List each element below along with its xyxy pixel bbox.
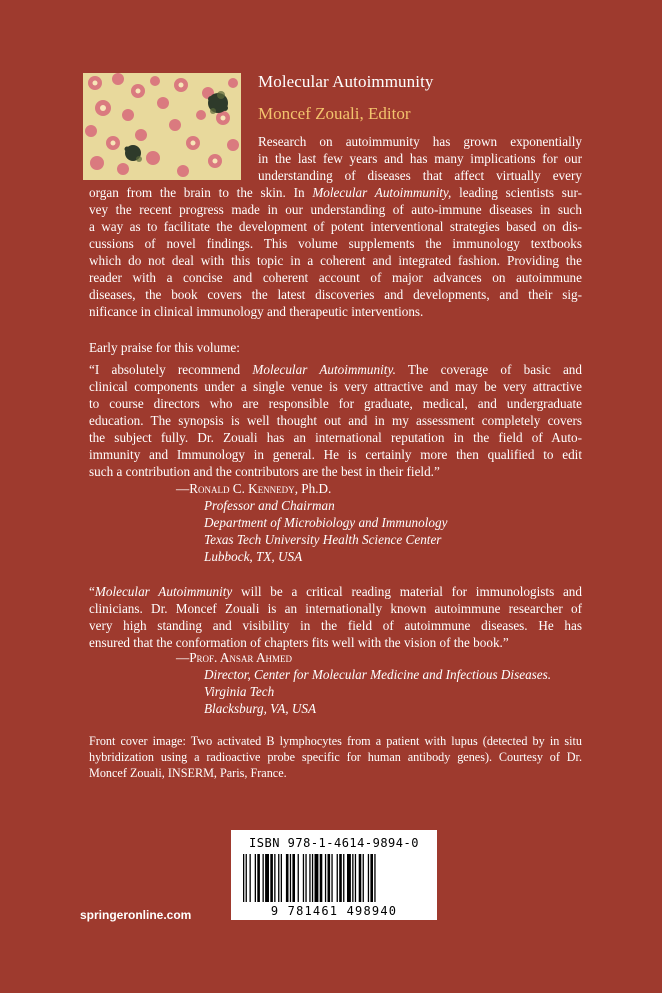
attribution-role: Virginia Tech bbox=[204, 684, 275, 699]
text-line: reader with a concise and coherent account of major advances on autoimmune bbox=[89, 270, 582, 285]
cover-micrograph-image bbox=[83, 73, 241, 180]
text-line: “Molecular Autoimmunity will be a critical reading material for immunologists and bbox=[89, 584, 582, 599]
text-line: immunity and Immunology in general. He is certainly more then qualified to edit bbox=[89, 447, 582, 462]
text-line: Front cover image: Two activated B lymphocytes from a patient with lupus (detected by in situ bbox=[89, 734, 582, 748]
text-line: “I absolutely recommend Molecular Autoimmunity. The coverage of basic and bbox=[89, 362, 582, 377]
isbn-label: ISBN 978-1-4614-9894-0 bbox=[249, 836, 419, 850]
attribution-role: Texas Tech University Health Science Center bbox=[204, 532, 442, 547]
text-line: very high standing and visibility in the field of autoimmune diseases. He has bbox=[89, 618, 582, 633]
attribution-dash: — bbox=[176, 650, 190, 665]
text-line: clinicians. Dr. Moncef Zouali is an internationally known autoimmune researcher of bbox=[89, 601, 582, 616]
text-line: the subject fully. Dr. Zouali has an international reputation in the field of Auto- bbox=[89, 430, 582, 445]
early-praise-label: Early praise for this volume: bbox=[89, 340, 240, 355]
text-line: hybridization using a radioactive probe specific for human antibody genes). Courtesy of Dr. bbox=[89, 750, 582, 764]
text-line: a way as to facilitate the development of potent interventional strategies based on dis- bbox=[89, 219, 582, 234]
quote-2-attribution bbox=[176, 649, 551, 717]
text-line: cussions of novel findings. This volume supplements the immunology textbooks bbox=[89, 236, 582, 251]
attribution-dash: — bbox=[176, 481, 190, 496]
text-line: to course directors who are responsible for graduate, medical, and undergraduate bbox=[89, 396, 582, 411]
attribution-role: Professor and Chairman bbox=[204, 498, 335, 513]
text-line: understanding of diseases that affect virtually every bbox=[258, 168, 582, 183]
attribution-role: Lubbock, TX, USA bbox=[204, 549, 303, 564]
description-top bbox=[258, 133, 582, 184]
attribution-name: Prof. Ansar Ahmed bbox=[189, 650, 293, 665]
text-line: nificance in clinical immunology and therapeutic interventions. bbox=[89, 304, 424, 319]
text-line: which do not deal with this topic in a coherent and integrated fashion. Providing the bbox=[89, 253, 582, 268]
text-line: vey the recent progress made in our understanding of auto-immune diseases in such bbox=[89, 202, 582, 217]
text-line: Research on autoimmunity has grown exponentially bbox=[258, 134, 582, 149]
praise-quote-2 bbox=[89, 583, 582, 651]
text-line: Moncef Zouali, INSERM, Paris, France. bbox=[89, 766, 287, 780]
text-line: clinical components under a single venue is very attractive and may be very attractive bbox=[89, 379, 582, 394]
publisher-website: springeronline.com bbox=[80, 908, 192, 922]
barcode-bars bbox=[241, 854, 427, 902]
quote-1-attribution bbox=[176, 480, 447, 565]
attribution-suffix: , Ph.D. bbox=[294, 481, 332, 496]
praise-quote-1 bbox=[89, 361, 582, 480]
book-title: Molecular Autoimmunity bbox=[258, 72, 434, 91]
description-body bbox=[89, 184, 582, 320]
attribution-role: Department of Microbiology and Immunology bbox=[204, 515, 448, 530]
book-editor: Moncef Zouali, Editor bbox=[258, 104, 411, 123]
attribution-role: Blacksburg, VA, USA bbox=[204, 701, 317, 716]
isbn-barcode bbox=[231, 830, 437, 920]
text-line: education. The synopsis is well thought out and in my assessment completely covers bbox=[89, 413, 582, 428]
text-line: diseases, the book covers the latest discoveries and developments, and their sig- bbox=[89, 287, 582, 302]
text-line: in the last few years and has many implications for our bbox=[258, 151, 582, 166]
attribution-name: Ronald C. Kennedy bbox=[189, 481, 295, 496]
attribution-role: Director, Center for Molecular Medicine and Infectious Diseases. bbox=[204, 667, 552, 682]
text-line: such a contribution and the contributors are the best in their field.” bbox=[89, 464, 440, 479]
front-cover-note bbox=[89, 733, 582, 781]
ean-digits: 9 781461 498940 bbox=[270, 904, 398, 918]
text-line: ensured that the conformation of chapters fits well with the vision of the book.” bbox=[89, 635, 509, 650]
text-line: organ from the brain to the skin. In Molecular Autoimmunity, leading scientists sur- bbox=[89, 185, 583, 200]
